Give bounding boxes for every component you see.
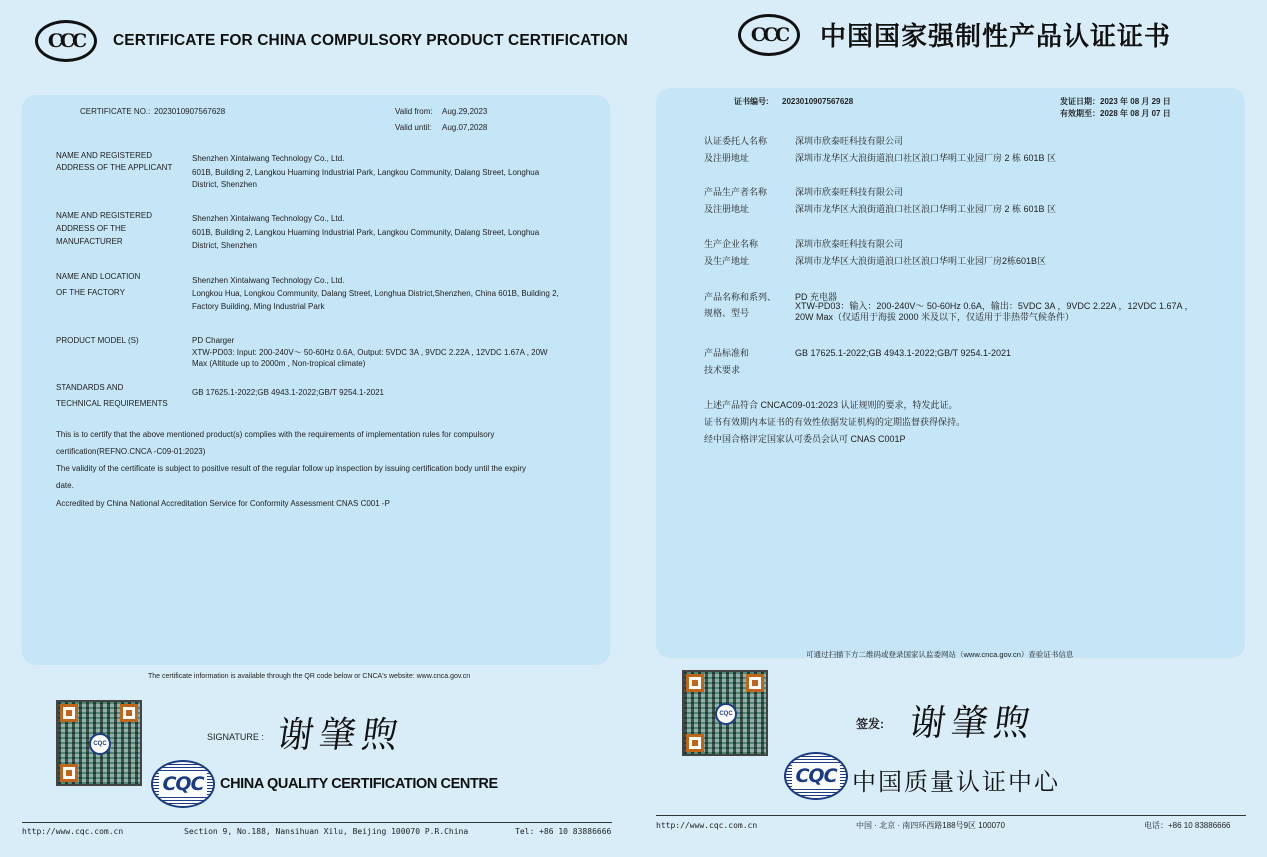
cqc-mini-logo: CQC bbox=[89, 733, 111, 755]
cert-no: 2023010907567628 bbox=[154, 107, 226, 116]
cqc-logo: CQC bbox=[151, 760, 215, 808]
valid-from-label: Valid from: bbox=[395, 107, 433, 116]
manufacturer-address: 深圳市龙华区大浪街道浪口社区浪口华明工业园厂房 2 栋 601B 区 bbox=[795, 204, 1057, 214]
certificate-title: CERTIFICATE FOR CHINA COMPULSORY PRODUCT CERTIFICATION bbox=[113, 32, 628, 49]
cert-no-label: 证书编号: bbox=[734, 97, 769, 106]
footer-tel: Tel: +86 10 83886666 bbox=[515, 827, 612, 836]
standards-value: GB 17625.1-2022;GB 4943.1-2022;GB/T 9254.1-2021 bbox=[192, 388, 384, 397]
certificate-chinese bbox=[634, 0, 1267, 857]
qr-code[interactable] bbox=[682, 670, 768, 756]
cert-no: 2023010907567628 bbox=[782, 97, 854, 106]
certificate-title: 中国国家强制性产品认证证书 bbox=[820, 21, 1172, 51]
certify-statement: This is to certify that the above mentioned product(s) complies with the requirements of implementation rules for compulsory bbox=[56, 430, 495, 439]
applicant-address: District, Shenzhen bbox=[192, 180, 257, 189]
factory-label: NAME AND LOCATION bbox=[56, 272, 141, 281]
applicant-name: Shenzhen Xintaiwang Technology Co., Ltd. bbox=[192, 154, 345, 163]
standards-label: 技术要求 bbox=[704, 365, 741, 375]
manufacturer-name: 深圳市欣泰旺科技有限公司 bbox=[795, 187, 904, 197]
standards-label: TECHNICAL REQUIREMENTS bbox=[56, 399, 168, 408]
applicant-label: 认证委托人名称 bbox=[704, 136, 768, 146]
validity-statement: The validity of the certificate is subject to positive result of the regular follow up inspection by issuing certification body until the expiry bbox=[56, 464, 527, 473]
cert-no-label: CERTIFICATE NO.: bbox=[80, 107, 151, 116]
conformity-statement: 上述产品符合 CNCAC09-01:2023 认证规则的要求，特发此证。 bbox=[704, 400, 958, 410]
product-spec: XTW-PD03: Input: 200-240V～ 50-60Hz 0.6A, Output: 5VDC 3A , 9VDC 2.22A , 12VDC 1.67A , 20W bbox=[192, 348, 548, 357]
factory-address: 深圳市龙华区大浪街道浪口社区浪口华明工业园厂房2栋601B区 bbox=[795, 256, 1047, 266]
centre-name: 中国质量认证中心 bbox=[852, 769, 1060, 796]
signature: 谢肇煦 bbox=[906, 703, 1039, 744]
certificate-body bbox=[22, 95, 610, 665]
product-name: PD 充电器 bbox=[795, 292, 838, 302]
centre-name: CHINA QUALITY CERTIFICATION CENTRE bbox=[220, 776, 498, 792]
footer-address: Section 9, No.188, Nansihuan Xilu, Beijing 100070 P.R.China bbox=[184, 827, 469, 836]
applicant-label: NAME AND REGISTERED bbox=[56, 151, 153, 160]
qr-note: The certificate information is available through the QR code below or CNCA's website: www.cnca.gov.cn bbox=[148, 673, 471, 680]
applicant-label: ADDRESS OF THE APPLICANT bbox=[56, 163, 173, 172]
certify-statement: certification(REFNO.CNCA -C09-01:2023) bbox=[56, 447, 206, 456]
standards-label: 产品标准和 bbox=[704, 348, 750, 358]
manufacturer-label: 及注册地址 bbox=[704, 204, 750, 214]
issue-date: 发证日期：2023 年 08 月 29 日 bbox=[1060, 97, 1171, 106]
ccc-logo: CCC bbox=[738, 14, 800, 56]
factory-label: 及生产地址 bbox=[704, 256, 750, 266]
expiry-date: 有效期至：2028 年 08 月 07 日 bbox=[1060, 109, 1171, 118]
applicant-name: 深圳市欣泰旺科技有限公司 bbox=[795, 136, 904, 146]
certificate-header bbox=[634, 14, 1267, 70]
applicant-address: 深圳市龙华区大浪街道浪口社区浪口华明工业园厂房 2 栋 601B 区 bbox=[795, 153, 1057, 163]
manufacturer-label: 产品生产者名称 bbox=[704, 187, 768, 197]
validity-statement: date. bbox=[56, 481, 74, 490]
accreditation-statement: 经中国合格评定国家认可委员会认可 CNAS C001P bbox=[704, 434, 906, 444]
certificate-body bbox=[656, 88, 1245, 658]
factory-label: OF THE FACTORY bbox=[56, 288, 125, 297]
applicant-label: 及注册地址 bbox=[704, 153, 750, 163]
signature-label: SIGNATURE : bbox=[207, 732, 264, 742]
accreditation-statement: Accredited by China National Accreditation Service for Conformity Assessment CNAS C001 -P bbox=[56, 499, 390, 508]
factory-name: Shenzhen Xintaiwang Technology Co., Ltd. bbox=[192, 276, 345, 285]
manufacturer-label: MANUFACTURER bbox=[56, 237, 123, 246]
certificate-english bbox=[0, 0, 633, 857]
manufacturer-address: 601B, Building 2, Langkou Huaming Industrial Park, Langkou Community, Dalang Street, Longhua bbox=[192, 228, 540, 237]
product-spec: Max (Altitude up to 2000m , Non-tropical climate) bbox=[192, 359, 366, 368]
product-label: 产品名称和系列、 bbox=[704, 292, 777, 302]
footer-address: 中国 · 北京 · 南四环西路188号9区 100070 bbox=[856, 821, 1005, 830]
factory-address: Factory Building, Ming Industrial Park bbox=[192, 302, 325, 311]
product-label: 规格、型号 bbox=[704, 308, 750, 318]
qr-code[interactable] bbox=[56, 700, 142, 786]
ccc-logo: CCC bbox=[35, 20, 97, 62]
manufacturer-label: NAME AND REGISTERED bbox=[56, 211, 153, 220]
certificate-header bbox=[0, 14, 633, 70]
qr-note: 可通过扫描下方二维码或登录国家认监委网站（www.cnca.gov.cn）查验证书信息 bbox=[806, 650, 1074, 659]
valid-until: Aug.07,2028 bbox=[442, 123, 488, 132]
product-label: PRODUCT MODEL (S) bbox=[56, 336, 139, 345]
product-spec: 20W Max（仅适用于海拔 2000 米及以下，仅适用于非热带气候条件） bbox=[795, 312, 1075, 322]
footer-url[interactable]: http://www.cqc.com.cn bbox=[22, 827, 124, 836]
product-spec: XTW-PD03：输入：200-240V～ 50-60Hz 0.6A，输出：5VDC 3A ，9VDC 2.22A ，12VDC 1.67A ， bbox=[795, 301, 1194, 311]
factory-address: Longkou Hua, Longkou Community, Dalang Street, Longhua District,Shenzhen, China 601B, Building 2, bbox=[192, 289, 559, 298]
manufacturer-address: District, Shenzhen bbox=[192, 241, 257, 250]
validity-statement: 证书有效期内本证书的有效性依据发证机构的定期监督获得保持。 bbox=[704, 417, 966, 427]
standards-value: GB 17625.1-2022;GB 4943.1-2022;GB/T 9254.1-2021 bbox=[795, 348, 1011, 358]
signature: 谢肇煦 bbox=[274, 715, 407, 756]
valid-from: Aug.29,2023 bbox=[442, 107, 488, 116]
factory-label: 生产企业名称 bbox=[704, 239, 759, 249]
cqc-logo: CQC bbox=[784, 752, 848, 800]
footer-tel: 电话：+86 10 83886666 bbox=[1144, 821, 1231, 830]
applicant-address: 601B, Building 2, Langkou Huaming Industrial Park, Langkou Community, Dalang Street, Longhua bbox=[192, 168, 540, 177]
manufacturer-label: ADDRESS OF THE bbox=[56, 224, 127, 233]
product-name: PD Charger bbox=[192, 336, 235, 345]
standards-label: STANDARDS AND bbox=[56, 383, 124, 392]
cqc-mini-logo: CQC bbox=[715, 703, 737, 725]
signature-label: 签发: bbox=[856, 717, 884, 731]
manufacturer-name: Shenzhen Xintaiwang Technology Co., Ltd. bbox=[192, 214, 345, 223]
footer-url[interactable]: http://www.cqc.com.cn bbox=[656, 821, 758, 830]
valid-until-label: Valid until: bbox=[395, 123, 432, 132]
factory-name: 深圳市欣泰旺科技有限公司 bbox=[795, 239, 904, 249]
